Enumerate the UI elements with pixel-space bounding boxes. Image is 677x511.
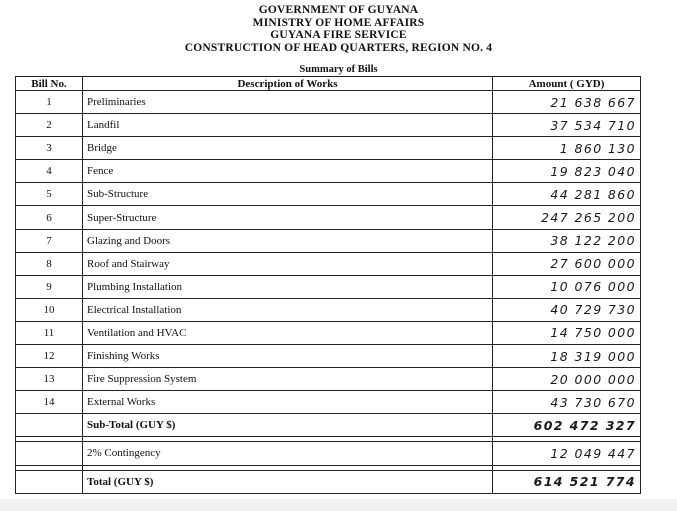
contingency-amount: 12 049 447 bbox=[493, 442, 641, 465]
bill-number: 13 bbox=[16, 368, 83, 391]
bill-amount: 43 730 670 bbox=[493, 391, 641, 414]
table-row bbox=[16, 229, 641, 252]
bill-amount: 14 750 000 bbox=[493, 321, 641, 344]
contingency-row bbox=[16, 442, 641, 465]
bill-number: 11 bbox=[16, 321, 83, 344]
empty-cell bbox=[16, 470, 83, 493]
table-row bbox=[16, 183, 641, 206]
bottom-margin-band bbox=[0, 499, 677, 511]
header-ministry: MINISTRY OF HOME AFFAIRS bbox=[252, 16, 425, 29]
table-row bbox=[16, 275, 641, 298]
table-row bbox=[16, 114, 641, 137]
work-description: Glazing and Doors bbox=[83, 229, 493, 252]
table-row bbox=[16, 368, 641, 391]
work-description: Preliminaries bbox=[83, 91, 493, 114]
table-row bbox=[16, 160, 641, 183]
column-header-description: Description of Works bbox=[83, 77, 493, 91]
bill-number: 8 bbox=[16, 252, 83, 275]
bill-amount: 37 534 710 bbox=[493, 114, 641, 137]
work-description: Fire Suppression System bbox=[83, 368, 493, 391]
work-description: External Works bbox=[83, 391, 493, 414]
bills-summary-table bbox=[15, 76, 641, 494]
header-government: GOVERNMENT OF GUYANA bbox=[258, 4, 419, 16]
work-description: Bridge bbox=[83, 137, 493, 160]
work-description: Electrical Installation bbox=[83, 298, 493, 321]
bill-amount: 20 000 000 bbox=[493, 368, 641, 391]
subtotal-amount: 602 472 327 bbox=[493, 414, 641, 437]
table-row bbox=[16, 206, 641, 229]
document-header bbox=[0, 4, 677, 54]
total-label: Total (GUY $) bbox=[83, 470, 493, 493]
work-description: Landfil bbox=[83, 114, 493, 137]
summary-title: Summary of Bills bbox=[299, 64, 378, 75]
bill-amount: 1 860 130 bbox=[493, 137, 641, 160]
bill-amount: 40 729 730 bbox=[493, 298, 641, 321]
bill-number: 14 bbox=[16, 391, 83, 414]
bill-number: 6 bbox=[16, 206, 83, 229]
bill-amount: 19 823 040 bbox=[493, 160, 641, 183]
bill-amount: 38 122 200 bbox=[493, 229, 641, 252]
work-description: Ventilation and HVAC bbox=[83, 321, 493, 344]
bill-number: 2 bbox=[16, 114, 83, 137]
subtotal-label: Sub-Total (GUY $) bbox=[83, 414, 493, 437]
table-row bbox=[16, 298, 641, 321]
work-description: Super-Structure bbox=[83, 206, 493, 229]
table-row bbox=[16, 321, 641, 344]
bill-number: 4 bbox=[16, 160, 83, 183]
table-row bbox=[16, 91, 641, 114]
table-row bbox=[16, 137, 641, 160]
table-row bbox=[16, 345, 641, 368]
bill-amount: 21 638 667 bbox=[493, 91, 641, 114]
header-fire-service: GUYANA FIRE SERVICE bbox=[270, 29, 407, 41]
bill-amount: 18 319 000 bbox=[493, 345, 641, 368]
bill-amount: 247 265 200 bbox=[493, 206, 641, 229]
subtotal-row bbox=[16, 414, 641, 437]
bill-amount: 27 600 000 bbox=[493, 252, 641, 275]
work-description: Fence bbox=[83, 160, 493, 183]
work-description: Roof and Stairway bbox=[83, 252, 493, 275]
bill-amount: 10 076 000 bbox=[493, 275, 641, 298]
bill-number: 10 bbox=[16, 298, 83, 321]
table-header-row bbox=[16, 77, 641, 91]
work-description: Finishing Works bbox=[83, 345, 493, 368]
total-amount: 614 521 774 bbox=[493, 470, 641, 493]
column-header-amount: Amount ( GYD) bbox=[493, 77, 641, 91]
work-description: Plumbing Installation bbox=[83, 275, 493, 298]
bill-number: 7 bbox=[16, 229, 83, 252]
bill-number: 9 bbox=[16, 275, 83, 298]
bill-number: 5 bbox=[16, 183, 83, 206]
contingency-label: 2% Contingency bbox=[83, 442, 493, 465]
column-header-bill-no: Bill No. bbox=[16, 77, 83, 91]
work-description: Sub-Structure bbox=[83, 183, 493, 206]
empty-cell bbox=[16, 442, 83, 465]
bill-amount: 44 281 860 bbox=[493, 183, 641, 206]
total-row bbox=[16, 470, 641, 493]
table-row bbox=[16, 252, 641, 275]
bill-number: 12 bbox=[16, 345, 83, 368]
empty-cell bbox=[16, 414, 83, 437]
table-row bbox=[16, 391, 641, 414]
bill-number: 1 bbox=[16, 91, 83, 114]
bill-number: 3 bbox=[16, 137, 83, 160]
header-project-title: CONSTRUCTION OF HEAD QUARTERS, REGION NO. 4 bbox=[184, 41, 493, 54]
